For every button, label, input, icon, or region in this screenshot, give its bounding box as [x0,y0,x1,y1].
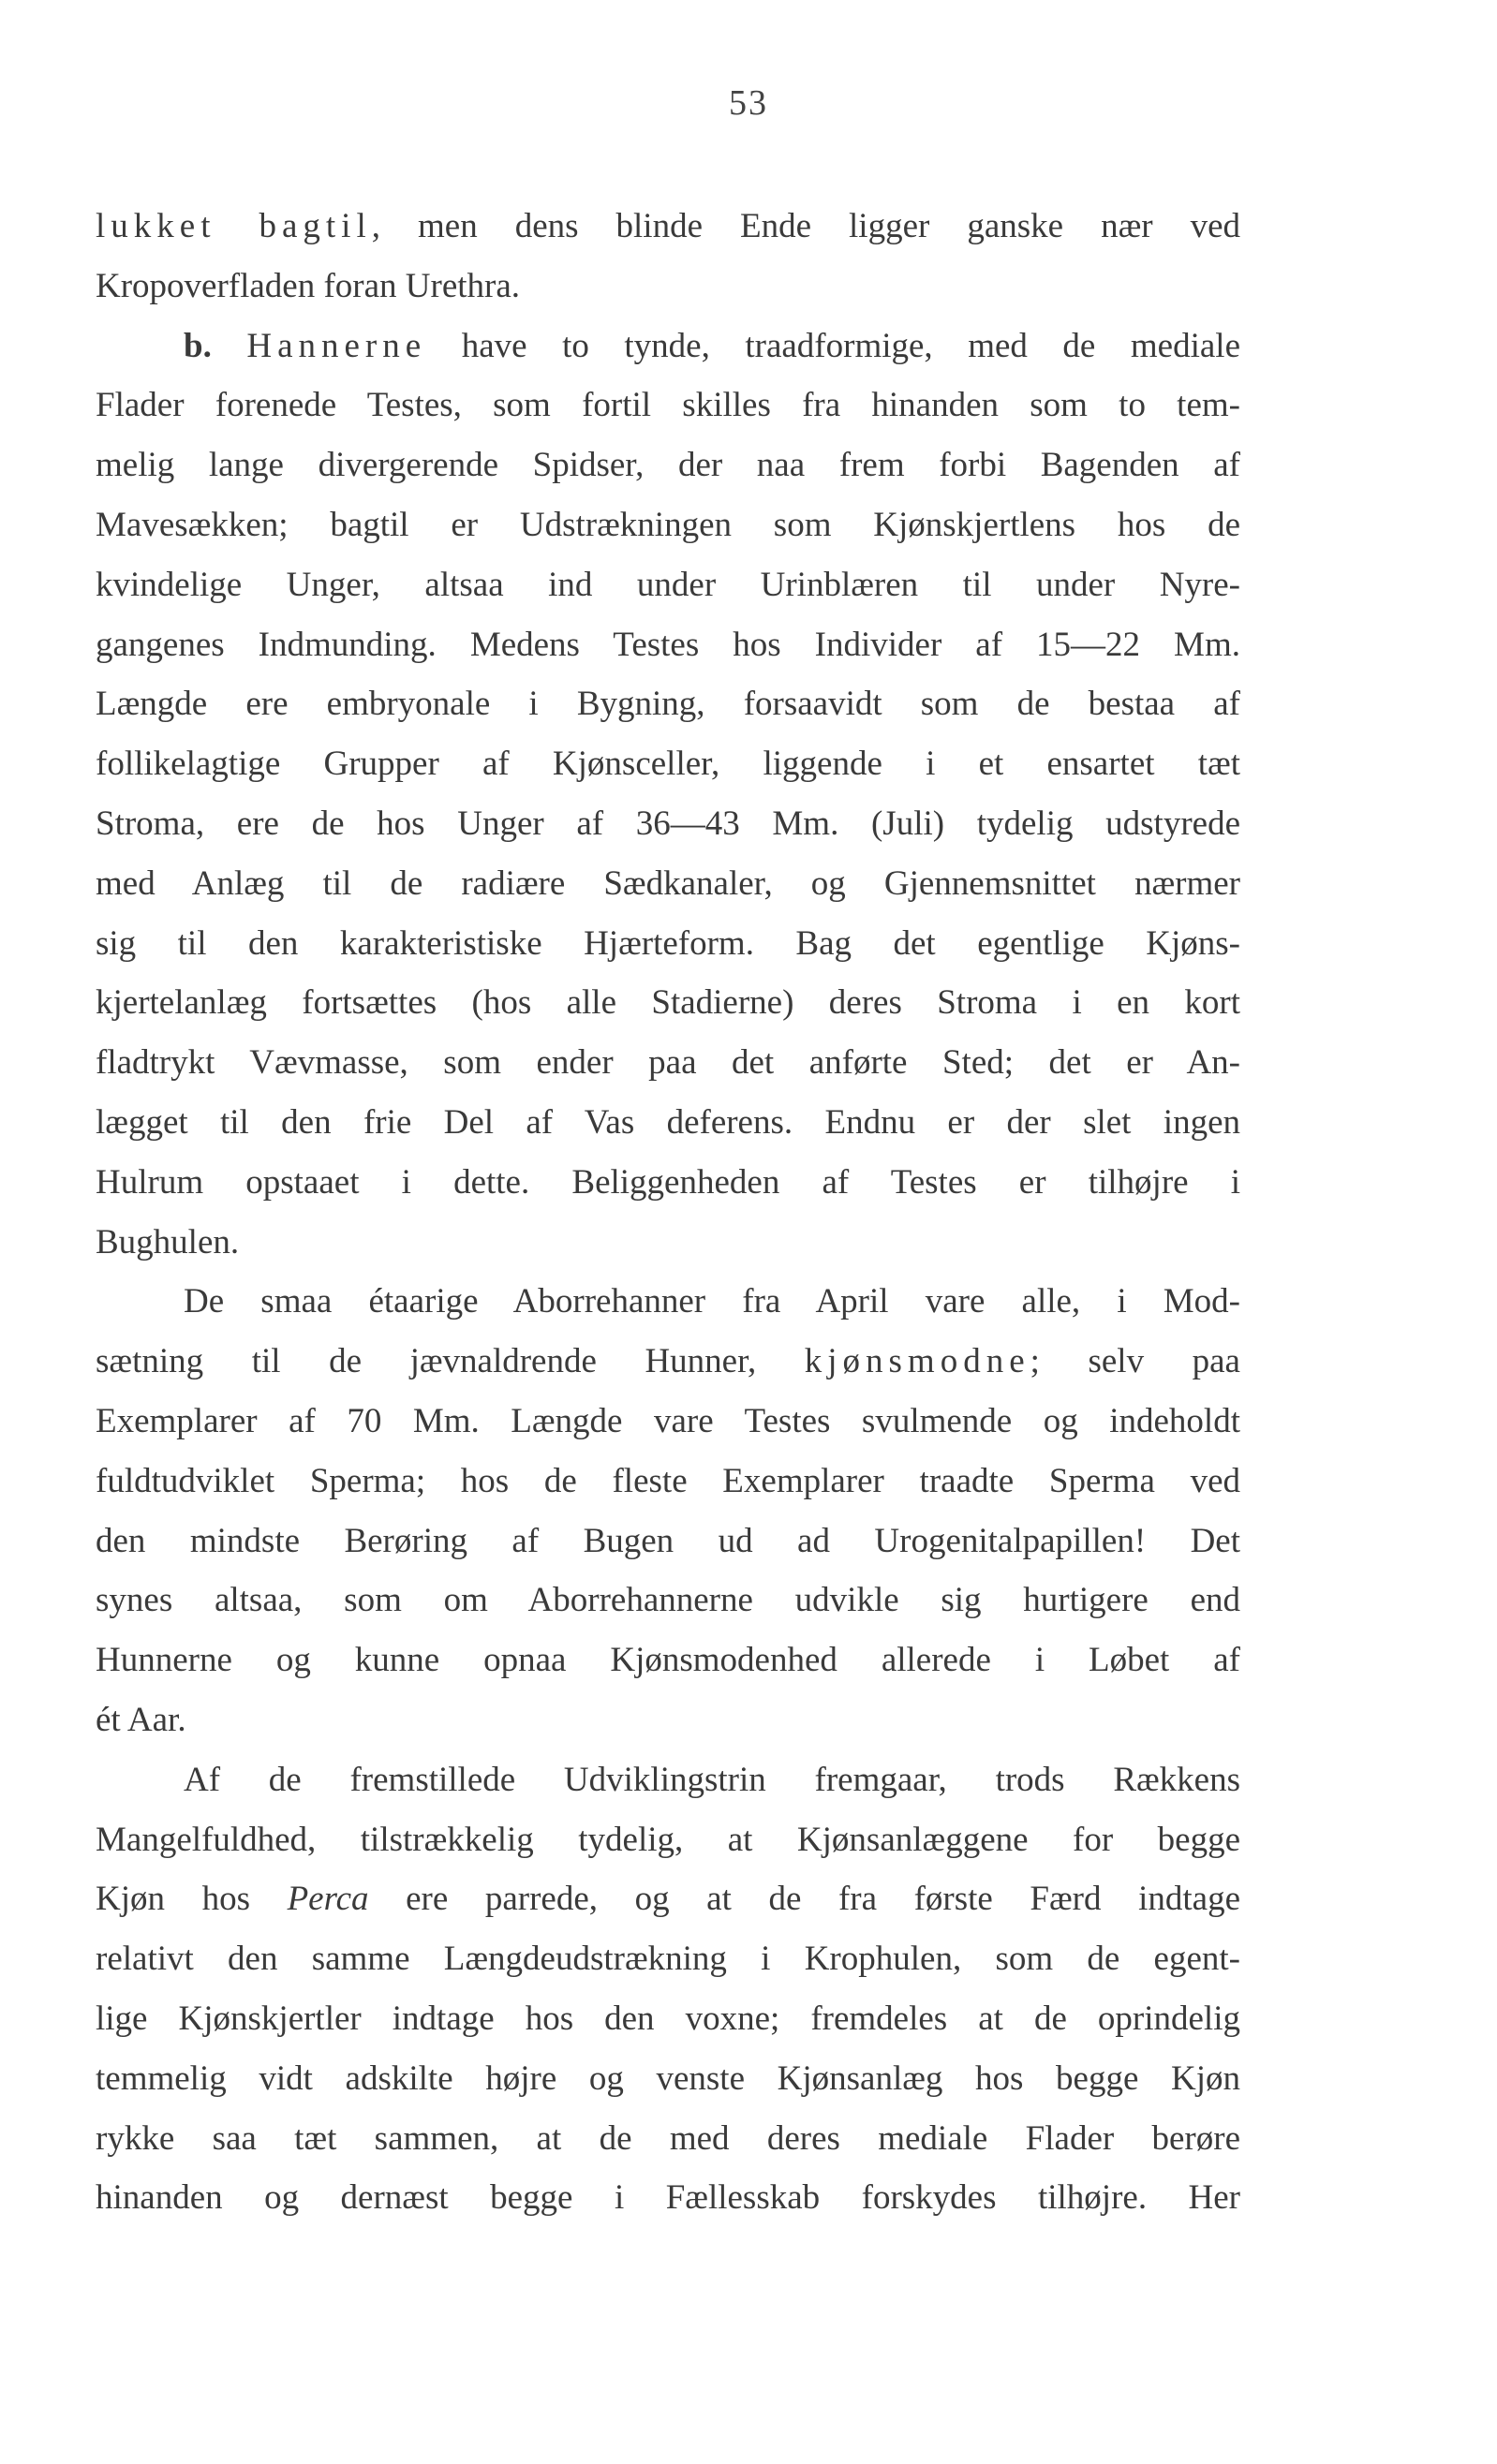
text-line [96,2049,1240,2109]
text-line [96,1332,1240,1392]
text-run: Af de fremstillede Udviklingstrin fremgaar, trods Rækkens [184,1760,1240,1799]
text-line [96,1093,1240,1153]
text-run-bold: b. [184,326,212,365]
text-run: Mavesækken; bagtil er Udstrækningen som Kjønskjertlens hos de [96,505,1240,544]
text-line [96,1929,1240,1989]
text-run: ere parrede, og at de fra første Færd indtage [368,1880,1240,1919]
text-line [96,1869,1240,1929]
text-run: ; selv paa [1030,1342,1240,1381]
text-line [96,615,1240,675]
text-line [96,1512,1240,1571]
text-line [96,794,1240,854]
text-run: Bughulen. [96,1222,240,1262]
text-line [96,555,1240,615]
text-run: med Anlæg til de radiære Sædkanaler, og Gjennemsnittet nærmer [96,863,1240,903]
text-run-spaced: lukket bagtil [96,207,372,245]
text-run: fladtrykt Vævmasse, som ender paa det anførte Sted; det er An- [96,1043,1240,1083]
text-run-spaced: kjønsmodne [804,1342,1030,1381]
text-line [96,1153,1240,1213]
text-run: Mangelfuldhed, tilstrækkelig tydelig, at Kjønsanlæggene for begge [96,1820,1240,1859]
text-run: Længde ere embryonale i Bygning, forsaavidt som de bestaa af [96,685,1240,724]
text-run: kvindelige Unger, altsaa ind under Urinblæren til under Nyre- [96,565,1240,604]
text-line [96,2109,1240,2169]
text-run: De smaa étaarige Aborrehanner fra April vare alle, i Mod- [184,1282,1240,1321]
text-run: , men dens blinde Ende ligger ganske nær ved [371,207,1240,245]
text-run-spaced: Hannerne [246,326,427,365]
text-run: fuldtudviklet Sperma; hos de fleste Exemplarer traadte Sperma ved [96,1461,1240,1500]
text-line [96,1452,1240,1512]
text-line [96,914,1240,974]
text-run-italic: Perca [287,1880,369,1919]
text-run: ét Aar. [96,1700,186,1739]
text-run: melig lange divergerende Spidser, der naa frem forbi Bagenden af [96,446,1240,485]
text-line [96,674,1240,734]
text-run: Exemplarer af 70 Mm. Længde vare Testes svulmende og indeholdt [96,1401,1240,1440]
text-run: Kjøn hos [96,1880,288,1919]
text-run: synes altsaa, som om Aborrehannerne udvikle sig hurtigere end [96,1581,1240,1620]
text-run: temmelig vidt adskilte højre og venste Kjønsanlæg hos begge Kjøn [96,2058,1240,2098]
text-run: Stroma, ere de hos Unger af 36—43 Mm. (Juli) tydelig udstyrede [96,804,1240,843]
text-run: rykke saa tæt sammen, at de med deres mediale Flader berøre [96,2118,1240,2158]
page-number: 53 [729,83,768,123]
text-line [96,1213,1240,1273]
body-text [96,197,1240,2228]
text-run: relativt den samme Længdeudstrækning i Krophulen, som de egent- [96,1940,1240,1979]
text-line [96,376,1240,435]
text-run: kjertelanlæg fortsættes (hos alle Stadierne) deres Stroma i en kort [96,983,1240,1023]
text-run: Kropoverfladen foran Urethra. [96,266,521,305]
text-line [96,1630,1240,1690]
text-line [96,435,1240,495]
text-run: have to tynde, traadformige, med de mediale [426,326,1240,365]
text-run: gangenes Indmunding. Medens Testes hos Individer af 15—22 Mm. [96,625,1240,664]
text-run: follikelagtige Grupper af Kjønsceller, liggende i et ensartet tæt [96,745,1240,784]
text-run: lige Kjønskjertler indtage hos den voxne; fremdeles at de oprindelig [96,1999,1240,2038]
text-line [96,495,1240,555]
text-line [96,1989,1240,2049]
text-line [96,1033,1240,1093]
text-line [96,1750,1240,1810]
text-line [96,1690,1240,1750]
text-line [96,197,1240,257]
text-line [96,854,1240,914]
text-run: Flader forenede Testes, som fortil skilles fra hinanden som to tem- [96,386,1240,425]
text-run: sætning til de jævnaldrende Hunner, [96,1342,805,1381]
text-line [96,317,1240,376]
text-run: hinanden og dernæst begge i Fællesskab forskydes tilhøjre. Her [96,2178,1240,2218]
text-run: lægget til den frie Del af Vas deferens. Endnu er der slet ingen [96,1102,1240,1142]
text-line [96,1392,1240,1452]
text-run: den mindste Berøring af Bugen ud ad Urogenitalpapillen! Det [96,1521,1240,1560]
text-line [96,257,1240,317]
text-run [212,327,247,365]
text-run: Hunnerne og kunne opnaa Kjønsmodenhed allerede i Løbet af [96,1641,1240,1680]
text-run: Hulrum opstaaet i dette. Beliggenheden af Testes er tilhøjre i [96,1162,1240,1202]
text-line [96,734,1240,794]
text-run: sig til den karakteristiske Hjærteform. Bag det egentlige Kjøns- [96,923,1240,963]
text-line [96,973,1240,1033]
text-line [96,1272,1240,1332]
text-line [96,1810,1240,1870]
text-line [96,2168,1240,2228]
text-line [96,1571,1240,1630]
